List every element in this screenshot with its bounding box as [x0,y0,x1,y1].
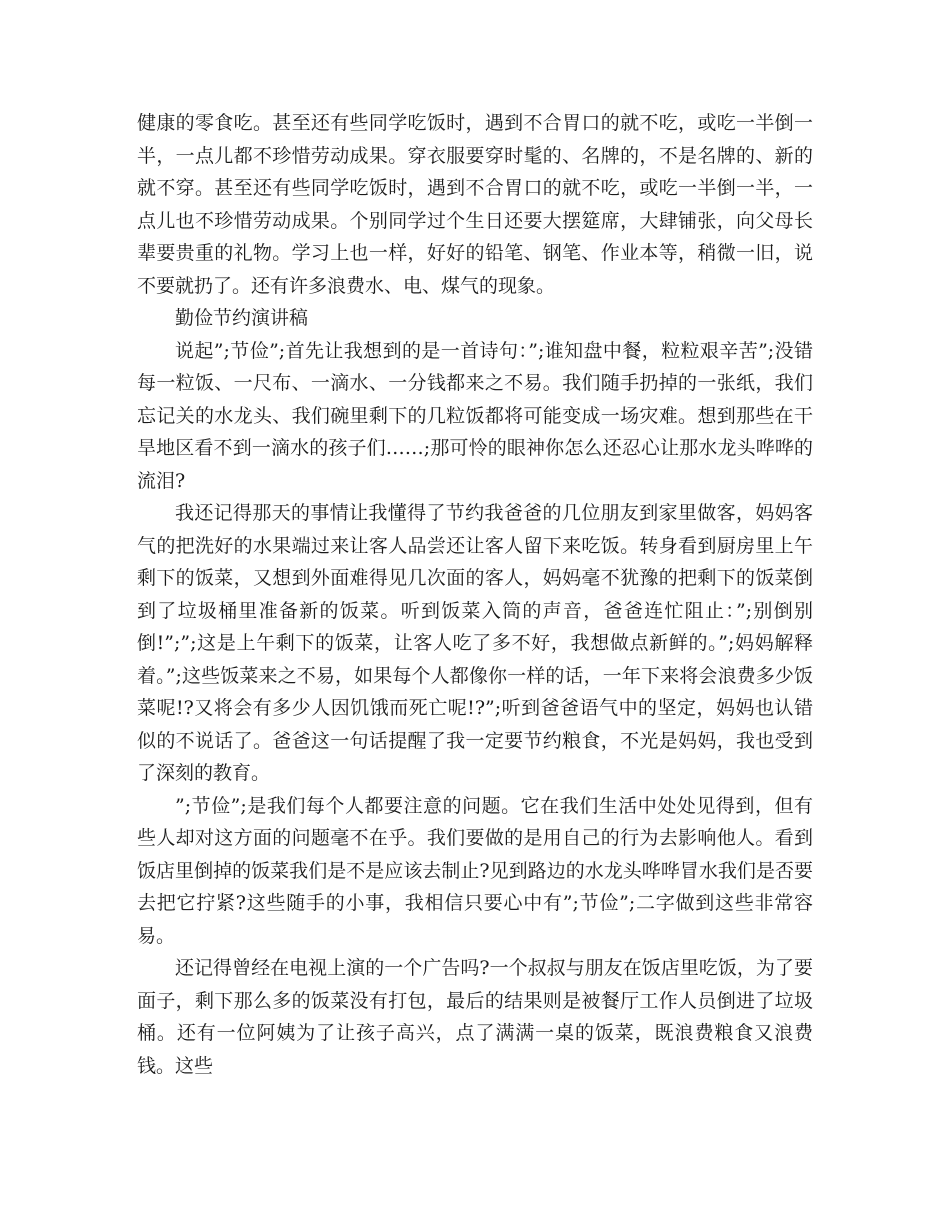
paragraph-5: 还记得曾经在电视上演的一个广告吗?一个叔叔与朋友在饭店里吃饭，为了要面子，剩下那么多的饭菜没有打包，最后的结果则是被餐厅工作人员倒进了垃圾桶。还有一位阿姨为了让孩子高兴，点了满满一桌的饭菜，既浪费粮食又浪费钱。这些 [137,957,813,1077]
paragraph-1: 健康的零食吃。甚至还有些同学吃饭时，遇到不合胃口的就不吃，或吃一半倒一半，一点儿都不珍惜劳动成果。穿衣服要穿时髦的、名牌的，不是名牌的、新的就不穿。甚至还有些同学吃饭时，遇到不合胃口的就不吃，或吃一半倒一半，一点儿也不珍惜劳动成果。个别同学过个生日还要大摆筵席，大肆铺张，向父母长辈要贵重的礼物。学习上也一样，好好的铅笔、钢笔、作业本等，稍微一旧，说不要就扔了。还有许多浪费水、电、煤气的现象。 [137,112,813,297]
paragraph-3: 我还记得那天的事情让我懂得了节约我爸爸的几位朋友到家里做客，妈妈客气的把洗好的水果端过来让客人品尝还让客人留下来吃饭。转身看到厨房里上午剩下的饭菜，又想到外面难得见几次面的客人，妈妈毫不犹豫的把剩下的饭菜倒到了垃圾桶里准备新的饭菜。听到饭菜入筒的声音，爸爸连忙阻止：”;别倒别倒!”;”;这是上午剩下的饭菜，让客人吃了多不好，我想做点新鲜的。”;妈妈解释着。”;这些饭菜来之不易，如果每个人都像你一样的话，一年下来将会浪费多少饭菜呢!?又将会有多少人因饥饿而死亡呢!?”;听到爸爸语气中的坚定，妈妈也认错似的不说话了。爸爸这一句话提醒了我一定要节约粮食，不光是妈妈，我也受到了深刻的教育。 [137,502,813,784]
speech-title: 勤俭节约演讲稿 [175,307,309,329]
paragraph-4: ”;节俭”;是我们每个人都要注意的问题。它在我们生活中处处见得到，但有些人却对这方面的问题毫不在乎。我们要做的是用自己的行为去影响他人。看到饭店里倒掉的饭菜我们是不是应该去制止?见到路边的水龙头哗哗冒水我们是否要去把它拧紧?这些随手的小事，我相信只要心中有”;节俭”;二字做到这些非常容易。 [137,794,813,947]
paragraph-2: 说起”;节俭”;首先让我想到的是一首诗句：”;谁知盘中餐，粒粒艰辛苦”;没错每一粒饭、一尺布、一滴水、一分钱都来之不易。我们随手扔掉的一张纸，我们忘记关的水龙头、我们碗里剩下的几粒饭都将可能变成一场灾难。想到那些在干旱地区看不到一滴水的孩子们……;那可怜的眼神你怎么还忍心让那水龙头哗哗的流泪? [137,339,813,492]
document-body [137,107,813,1082]
